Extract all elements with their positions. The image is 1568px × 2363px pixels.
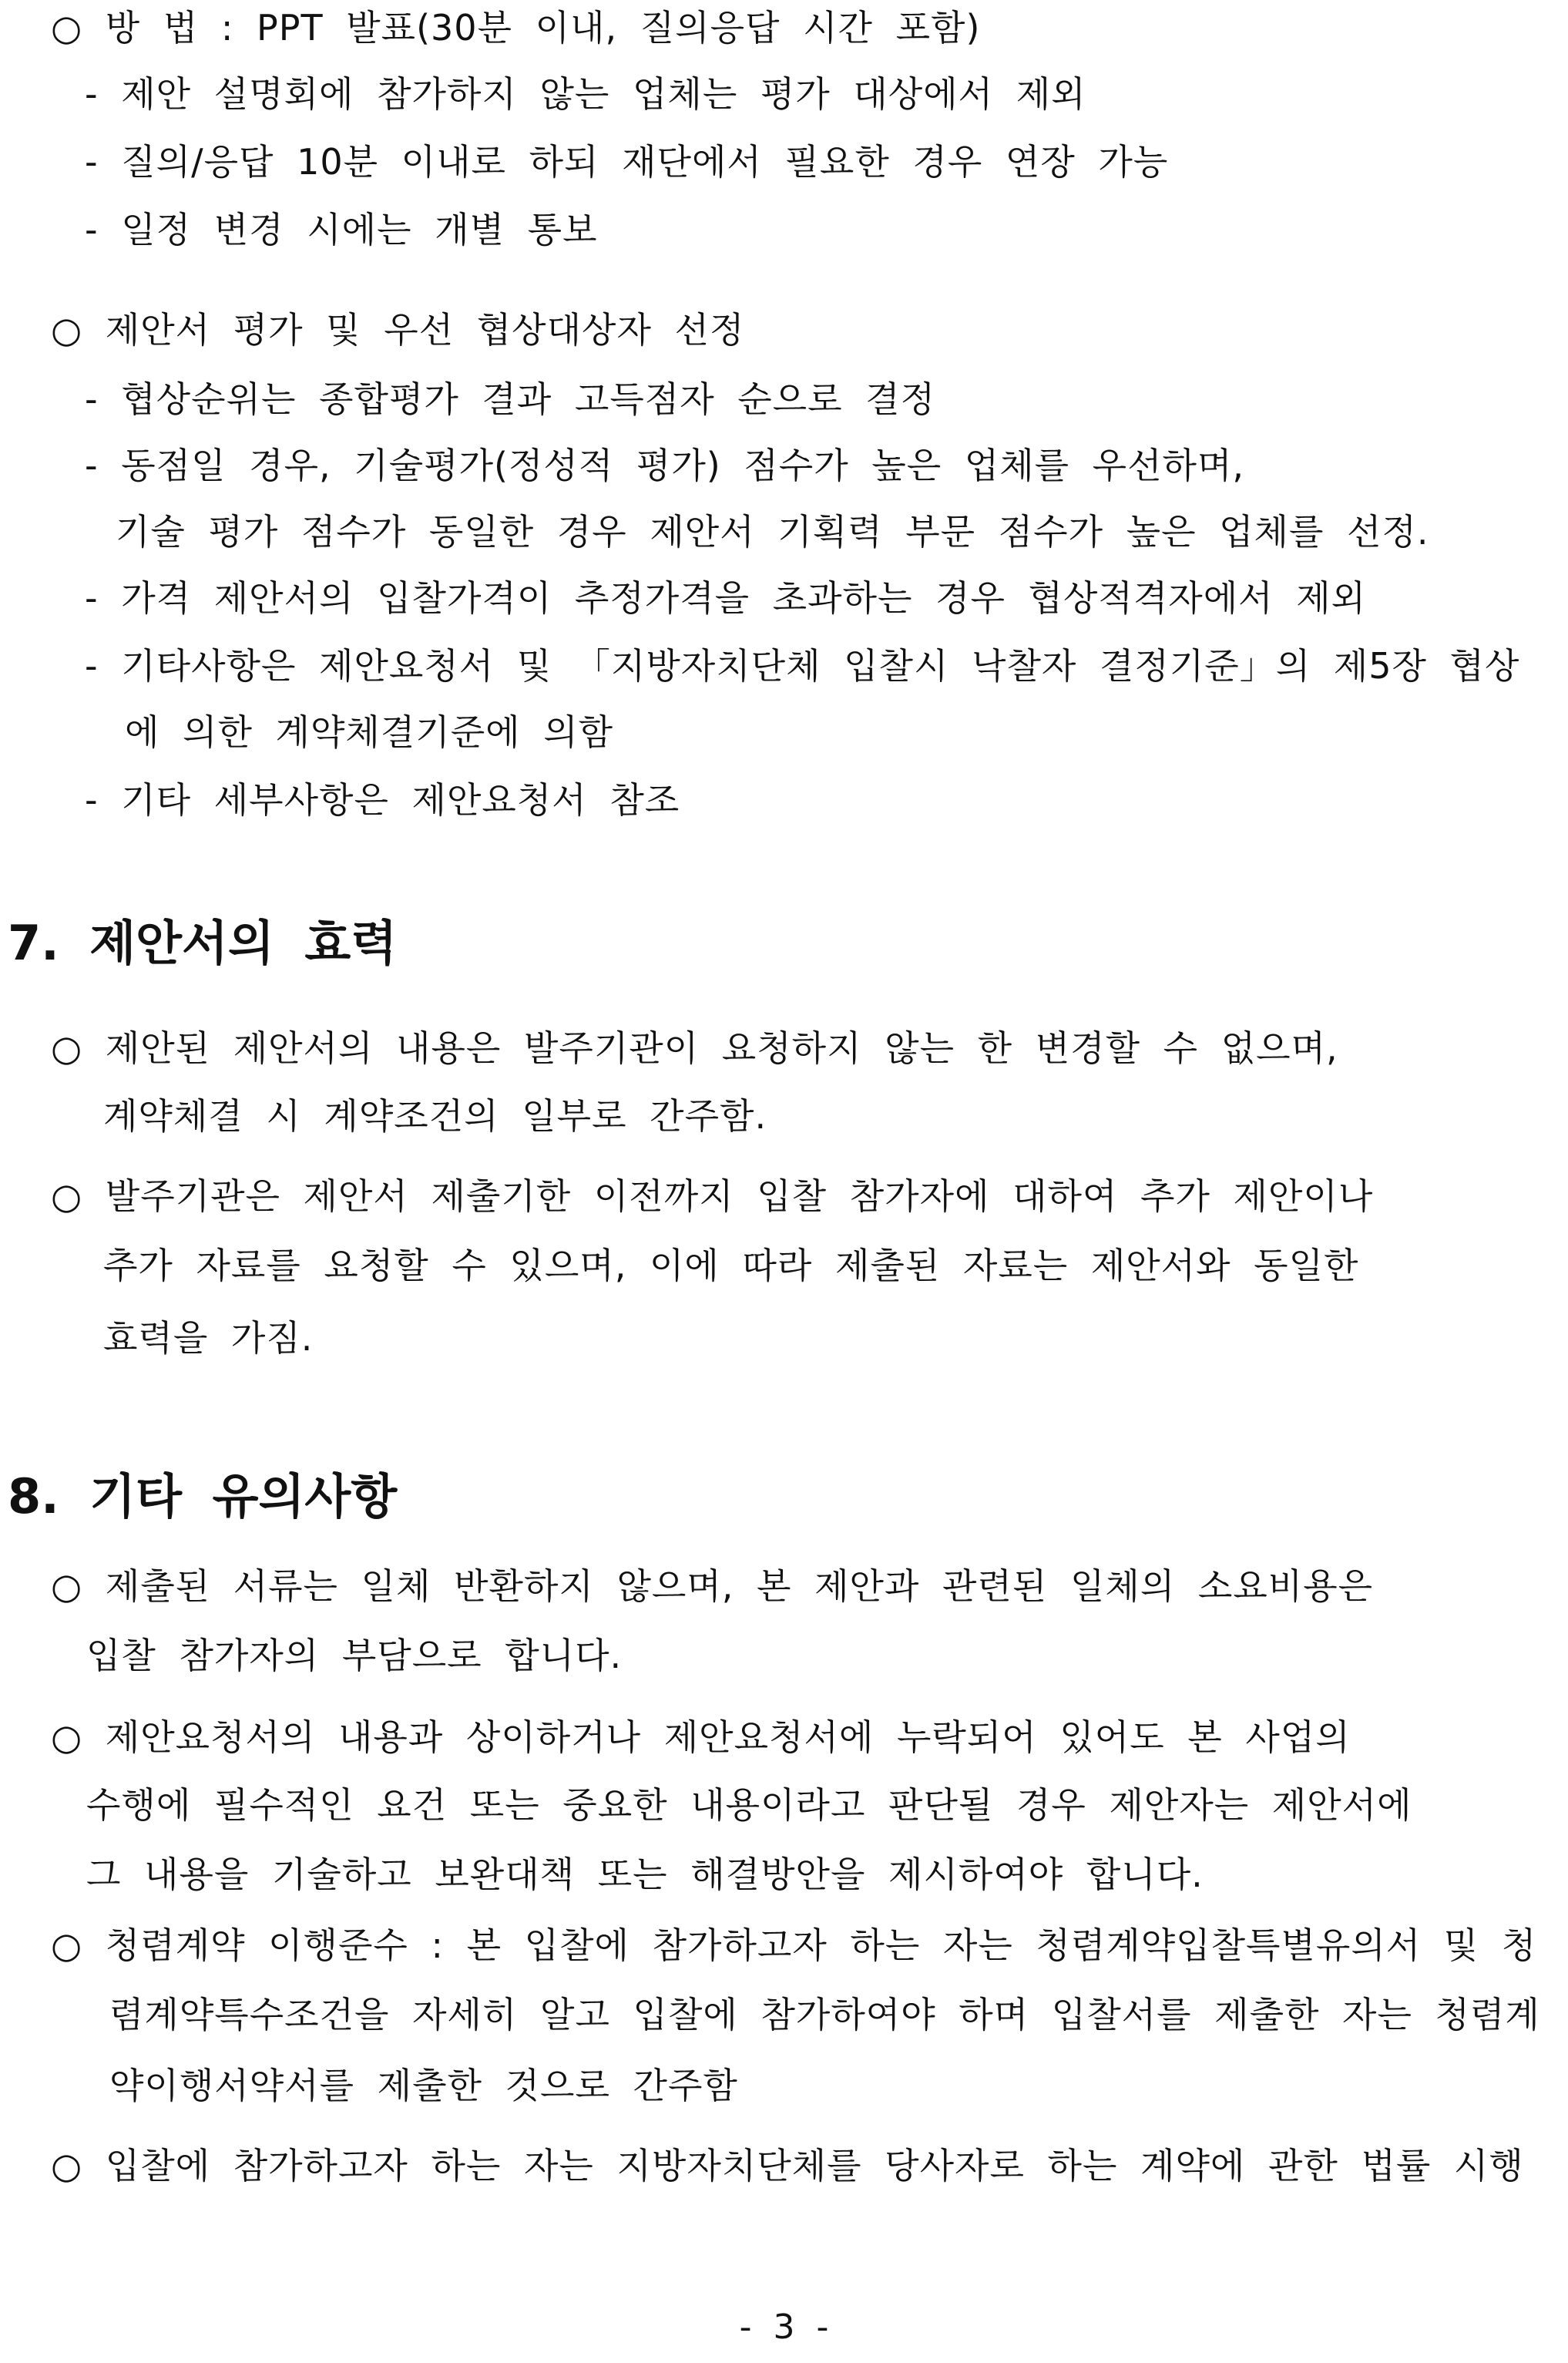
notes-bullet: ○ 입찰에 참가하고자 하는 자는 지방자치단체를 당사자로 하는 계약에 관한 법률 시행	[51, 2145, 1524, 2187]
method-bullet: ○ 방 법 : PPT 발표(30분 이내, 질의응답 시간 포함)	[51, 7, 981, 49]
section-heading-7: 7. 제안서의 효력	[8, 915, 398, 971]
evaluation-continuation: 에 의한 계약체결기준에 의함	[125, 711, 614, 753]
notes-bullet: ○ 제안요청서의 내용과 상이하거나 제안요청서에 누락되어 있어도 본 사업의	[51, 1716, 1351, 1758]
evaluation-continuation: 기술 평가 점수가 동일한 경우 제안서 기획력 부문 점수가 높은 업체를 선정.	[116, 511, 1429, 553]
notes-continuation: 그 내용을 기술하고 보완대책 또는 해결방안을 제시하여야 합니다.	[86, 1854, 1204, 1895]
notes-continuation: 약이행서약서를 제출한 것으로 간주함	[109, 2065, 738, 2106]
page-number: - 3 -	[739, 2308, 829, 2347]
notes-bullet: ○ 제출된 서류는 일체 반환하지 않으며, 본 제안과 관련된 일체의 소요비용은	[51, 1565, 1374, 1607]
notes-continuation: 렴계약특수조건을 자세히 알고 입찰에 참가하여야 하며 입찰서를 제출한 자는 청렴계	[109, 1994, 1540, 2035]
validity-bullet: ○ 제안된 제안서의 내용은 발주기관이 요청하지 않는 한 변경할 수 없으며,	[51, 1027, 1338, 1069]
notes-bullet: ○ 청렴계약 이행준수 : 본 입찰에 참가하고자 하는 자는 청렴계약입찰특별유의서 및 청	[51, 1924, 1537, 1966]
notes-continuation: 수행에 필수적인 요건 또는 중요한 내용이라고 판단될 경우 제안자는 제안서에	[86, 1784, 1412, 1826]
validity-bullet: ○ 발주기관은 제안서 제출기한 이전까지 입찰 참가자에 대하여 추가 제안이나	[51, 1175, 1374, 1217]
evaluation-sub-item: - 가격 제안서의 입찰가격이 추정가격을 초과하는 경우 협상적격자에서 제외	[85, 577, 1367, 619]
evaluation-sub-item: - 협상순위는 종합평가 결과 고득점자 순으로 결정	[85, 378, 936, 420]
notes-continuation: 입찰 참가자의 부담으로 합니다.	[86, 1635, 623, 1676]
validity-continuation: 추가 자료를 요청할 수 있으며, 이에 따라 제출된 자료는 제안서와 동일한	[103, 1245, 1359, 1286]
method-sub-item: - 일정 변경 시에는 개별 통보	[85, 209, 598, 250]
section-heading-8: 8. 기타 유의사항	[8, 1468, 398, 1524]
validity-continuation: 효력을 가짐.	[103, 1317, 314, 1359]
method-sub-item: - 제안 설명회에 참가하지 않는 업체는 평가 대상에서 제외	[85, 73, 1086, 115]
evaluation-bullet: ○ 제안서 평가 및 우선 협상대상자 선정	[51, 309, 745, 351]
evaluation-sub-item: - 기타 세부사항은 제안요청서 참조	[85, 779, 680, 821]
validity-continuation: 계약체결 시 계약조건의 일부로 간주함.	[103, 1095, 767, 1137]
evaluation-sub-item: - 기타사항은 제안요청서 및 「지방자치단체 입찰시 낙찰자 결정기준」의 제5장 협상	[85, 645, 1520, 687]
evaluation-sub-item: - 동점일 경우, 기술평가(정성적 평가) 점수가 높은 업체를 우선하며,	[85, 445, 1245, 486]
method-sub-item: - 질의/응답 10분 이내로 하되 재단에서 필요한 경우 연장 가능	[85, 141, 1169, 183]
